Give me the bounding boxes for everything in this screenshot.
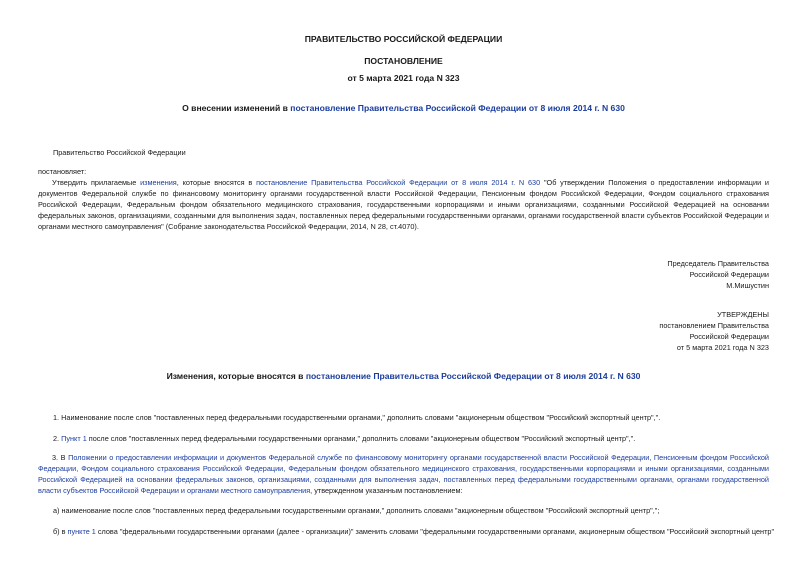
header-document-type: ПОСТАНОВЛЕНИЕ xyxy=(364,56,443,66)
changes-title xyxy=(0,371,807,382)
regulation-link[interactable]: Положении о предоставлении информации и документов Федеральной службе по финансовому мониторингу органами государственной власти Российской Федерации, Пенсионным фондом Российской Федерации, Фондом социального страхования Российской Федерации, Федеральным фондом обязательного медицинского страхования, государственными корпорациями и иными организациями, созданными Российской Федерацией на основании федеральных законов, организациями, созданными для выполнения задач, поставленных перед федеральными государственными органами, органами государственной власти субъектов Российской Федерации и органами местного самоуправления xyxy=(38,453,769,495)
header-date: от 5 марта 2021 года N 323 xyxy=(347,73,460,83)
change-item-2 xyxy=(53,433,784,444)
change-2-post: после слов "поставленных перед федеральными государственными органами," дополнить словами "акционерным обществом "Российский экспортный центр",". xyxy=(86,434,636,443)
main-text-2: , которые вносятся в xyxy=(176,178,257,187)
document-title xyxy=(0,103,807,114)
change-item-3 xyxy=(38,452,769,496)
signature-line-2: Российской Федерации xyxy=(689,270,769,279)
signature-line-1: Председатель Правительства xyxy=(667,259,769,268)
approved-line-2: постановлением Правительства xyxy=(659,321,769,330)
approved-line-1: УТВЕРЖДЕНЫ xyxy=(717,310,769,319)
change-item-a: а) наименование после слов "поставленных перед федеральными государственными органами," дополнить словами "акционерным обществом "Российский экспортный центр","; xyxy=(53,506,660,515)
approved-block xyxy=(569,309,769,353)
header-government: ПРАВИТЕЛЬСТВО РОССИЙСКОЙ ФЕДЕРАЦИИ xyxy=(304,34,503,44)
main-paragraph xyxy=(38,177,769,232)
signature-line-3: М.Мишустин xyxy=(726,281,769,290)
change-b-pre: б) в xyxy=(53,527,68,536)
change-3-post: , утвержденном указанным постановлением: xyxy=(310,486,463,495)
main-text-3: "Об утверждении Положения о предоставлении информации и документов Федеральной службе по финансовому мониторингу органами государственной власти Российской Федерации, Пенсионным фондом Российской Федерации, Фондом социального страхования Российской Федерации, Федеральным фондом обязательного медицинского страхования, государственными корпорациями и иными организациями, созданными Российской Федерацией на основании федеральных законов, организациями, созданными для выполнения задач, поставленных перед федеральными государственными органами, органами государственной власти субъектов Российской Федерации и органами местного самоуправления" (Собрание законодательства Российской Федерации, 2014, N 28, ст.4070). xyxy=(38,178,769,231)
approved-line-3: Российской Федерации xyxy=(689,332,769,341)
change-3-pre: 3. В xyxy=(52,453,69,462)
point-1-link[interactable]: Пункт 1 xyxy=(61,434,87,443)
changes-title-link[interactable]: постановление Правительства Российской Федерации от 8 июля 2014 г. N 630 xyxy=(305,371,641,381)
change-2-pre: 2. xyxy=(53,434,62,443)
title-prefix: О внесении изменений в xyxy=(182,103,291,113)
resolution-link[interactable]: постановление Правительства Российской Федерации от 8 июля 2014 г. N 630 xyxy=(256,178,541,187)
clause-1-link[interactable]: пункте 1 xyxy=(67,527,96,536)
change-b-post: слова "федеральными государственными органами (далее - организации)" заменить словами "федеральными государственными органами, акционерным обществом "Российский экспортный центр" xyxy=(95,527,775,536)
change-item-b xyxy=(53,526,784,537)
government-line: Правительство Российской Федерации xyxy=(53,148,186,157)
approved-line-4: от 5 марта 2021 года N 323 xyxy=(676,343,769,352)
main-text-1: Утвердить прилагаемые xyxy=(52,178,141,187)
changes-title-prefix: Изменения, которые вносятся в xyxy=(166,371,306,381)
decides-line: постановляет: xyxy=(38,167,87,176)
signature-block xyxy=(569,258,769,291)
title-link[interactable]: постановление Правительства Российской Федерации от 8 июля 2014 г. N 630 xyxy=(290,103,625,113)
change-item-1: 1. Наименование после слов "поставленных перед федеральными государственными органами," дополнить словами "акционерным обществом "Российский экспортный центр",". xyxy=(53,413,661,422)
changes-link[interactable]: изменения xyxy=(140,178,177,187)
